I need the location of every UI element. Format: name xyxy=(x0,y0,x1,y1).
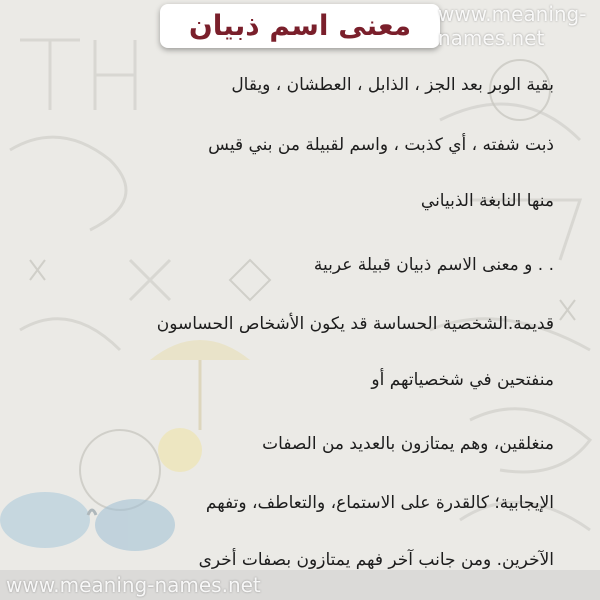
body-line-4: . . و معنى الاسم ذبيان قبيلة عربية xyxy=(313,255,554,275)
body-line-6: منفتحين في شخصياتهم أو xyxy=(371,370,554,390)
body-line-9: الآخرين. ومن جانب آخر فهم يمتازون بصفات أخرى xyxy=(198,550,554,570)
body-line-8: الإيجابية؛ كالقدرة على الاستماع، والتعاطف، وتفهم xyxy=(205,493,554,513)
site-watermark-top: www.meaning-names.net xyxy=(438,2,587,50)
body-line-7: منغلقين، وهم يمتازون بالعديد من الصفات xyxy=(262,434,554,454)
site-watermark-bottom: www.meaning-names.net xyxy=(6,573,261,597)
body-line-3: منها النابغة الذبياني xyxy=(420,191,554,211)
body-line-1: بقية الوبر بعد الجز ، الذابل ، العطشان ، ويقال xyxy=(231,75,554,95)
body-line-5: قديمة.الشخصية الحساسة قد يكون الأشخاص الحساسون xyxy=(156,314,554,334)
page-title: معنى اسم ذبيان xyxy=(188,9,412,42)
body-line-2: ذبت شفته ، أي كذبت ، واسم لقبيلة من بني قيس xyxy=(208,135,554,155)
